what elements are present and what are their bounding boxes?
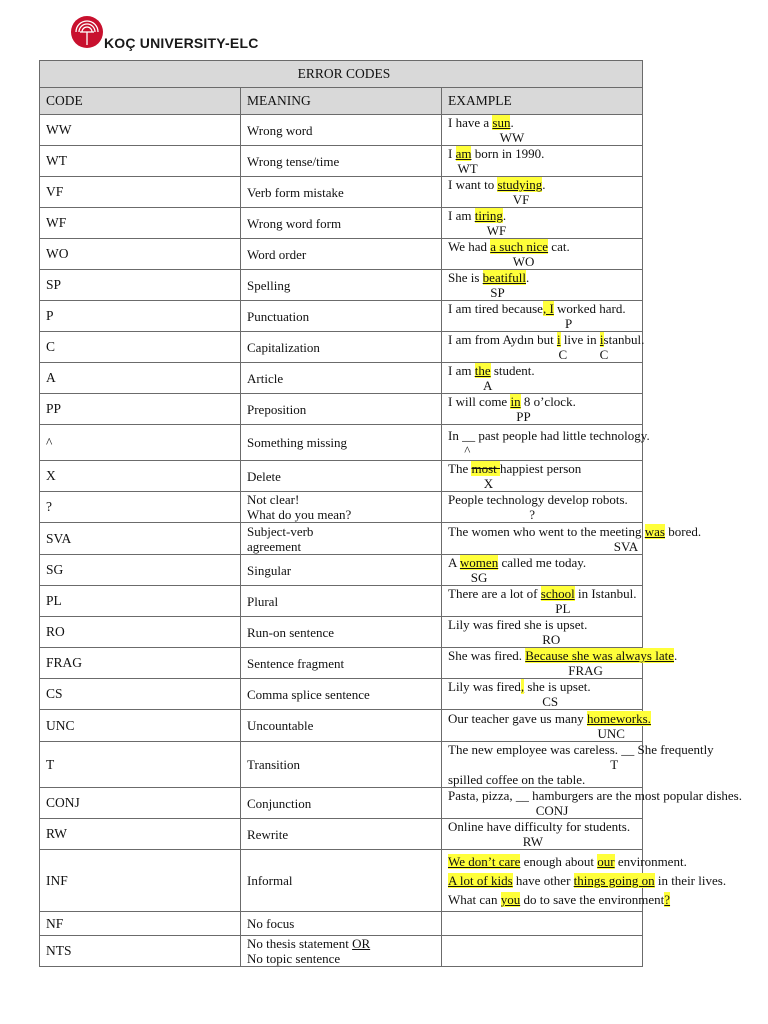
example-text: happiest person <box>500 461 582 476</box>
example-sentence <box>448 115 642 130</box>
meaning-text: Subject-verb <box>247 523 314 539</box>
table-row <box>40 492 643 523</box>
code-cell: NTS <box>40 936 241 967</box>
code-cell: C <box>40 332 241 363</box>
example-sentence <box>448 461 642 476</box>
example-sentence <box>448 617 642 632</box>
code-cell: RW <box>40 819 241 850</box>
example-sentence <box>448 177 642 192</box>
meaning-cell <box>241 912 442 936</box>
example-sentence <box>448 555 642 570</box>
error-highlight: school <box>540 586 575 601</box>
error-highlight: We don’t care <box>448 854 521 869</box>
error-highlight: our <box>597 854 615 869</box>
example-cell <box>442 586 643 617</box>
example-text: enough about <box>520 854 598 869</box>
code-cell: CS <box>40 679 241 710</box>
example-text: Lily was fired she is upset. <box>448 617 588 632</box>
error-code-mark: SP <box>448 285 505 300</box>
example-text: 8 o’clock. <box>520 394 576 409</box>
example-cell <box>442 648 678 679</box>
table-row <box>40 819 643 850</box>
table-row <box>40 648 643 679</box>
meaning-cell <box>241 146 442 177</box>
code-cell: T <box>40 742 241 788</box>
example-cell <box>442 850 727 912</box>
code-cell: PP <box>40 394 241 425</box>
table-row <box>40 461 643 492</box>
error-code-mark: ^ <box>448 442 471 458</box>
meaning-cell <box>241 208 442 239</box>
example-text: I will come <box>448 394 511 409</box>
example-text: The <box>448 461 472 476</box>
meaning-text: Spelling <box>247 277 291 293</box>
error-highlight: things going on <box>573 873 655 888</box>
table-row <box>40 332 643 363</box>
example-cell <box>442 492 643 523</box>
error-code-mark: ? <box>448 507 536 522</box>
example-cell <box>442 523 702 555</box>
table-row <box>40 363 643 394</box>
meaning-text: Rewrite <box>247 826 289 842</box>
meaning-cell <box>241 270 442 301</box>
example-text: The women who went to the meeting <box>448 523 645 539</box>
example-sentence <box>448 871 727 890</box>
example-text: born in 1990. <box>471 146 545 161</box>
logo-text: KOÇ UNIVERSITY-ELC <box>104 35 259 51</box>
example-sentence <box>448 788 742 803</box>
table-row <box>40 239 643 270</box>
example-text: What can <box>448 892 501 907</box>
error-code-mark: RO <box>448 632 561 647</box>
table-row <box>40 710 643 742</box>
table-title: ERROR CODES <box>40 61 643 88</box>
meaning-text: Not clear! <box>247 492 300 507</box>
meaning-text: Wrong word <box>247 122 313 138</box>
example-cell <box>442 555 643 586</box>
example-sentence <box>448 270 642 285</box>
table-row <box>40 742 643 788</box>
meaning-text: No focus <box>247 916 295 931</box>
example-text: . <box>502 208 507 223</box>
example-sentence <box>448 890 671 909</box>
example-sentence <box>448 852 687 871</box>
meaning-text: Comma splice sentence <box>247 686 370 702</box>
meaning-cell <box>241 461 442 492</box>
meaning-text: Singular <box>247 562 292 578</box>
error-highlight: ? <box>664 892 671 907</box>
example-text: do to save the environment <box>520 892 665 907</box>
code-cell: ^ <box>40 425 241 461</box>
error-strikethrough: most <box>471 461 501 476</box>
error-code-mark: PP <box>448 409 531 424</box>
table-row <box>40 146 643 177</box>
code-cell: A <box>40 363 241 394</box>
meaning-text: What do you mean? <box>247 507 352 522</box>
meaning-cell <box>241 492 442 523</box>
code-cell: WW <box>40 115 241 146</box>
code-cell: ? <box>40 492 241 523</box>
error-highlight: studying <box>497 177 543 192</box>
example-cell <box>442 301 643 332</box>
meaning-text: Article <box>247 370 284 386</box>
code-cell: INF <box>40 850 241 912</box>
table-row <box>40 586 643 617</box>
error-highlight: sun <box>492 115 511 130</box>
example-cell <box>442 819 643 850</box>
meaning-text: No thesis statement OR <box>247 936 371 951</box>
example-text: environment. <box>614 854 687 869</box>
example-text: cat. <box>548 239 570 254</box>
error-code-mark: A <box>448 378 493 393</box>
error-code-mark: C C <box>448 347 609 362</box>
meaning-cell <box>241 586 442 617</box>
example-sentence <box>448 679 642 694</box>
error-code-mark: FRAG <box>448 663 603 678</box>
meaning-text: Sentence fragment <box>247 655 345 671</box>
example-sentence <box>448 710 651 726</box>
example-sentence <box>448 363 642 378</box>
example-sentence <box>448 146 642 161</box>
meaning-cell <box>241 523 442 555</box>
error-code-mark: PL <box>448 601 571 616</box>
column-header-example: EXAMPLE <box>442 88 643 115</box>
example-cell <box>442 425 650 461</box>
example-text: worked hard. <box>553 301 626 316</box>
code-cell: VF <box>40 177 241 208</box>
example-cell <box>442 239 643 270</box>
example-text: I am tired because <box>448 301 543 316</box>
error-highlight: , I <box>542 301 554 316</box>
table-row <box>40 788 643 819</box>
meaning-cell <box>241 936 442 967</box>
example-cell <box>442 679 643 710</box>
meaning-text: agreement <box>247 538 302 554</box>
meaning-text: Preposition <box>247 401 307 417</box>
meaning-text: Transition <box>247 757 300 772</box>
code-cell: CONJ <box>40 788 241 819</box>
error-code-mark: WO <box>448 254 535 269</box>
example-cell <box>442 710 651 742</box>
example-text: I am from Aydın but <box>448 332 557 347</box>
table-row <box>40 177 643 208</box>
meaning-cell <box>241 679 442 710</box>
koc-university-logo <box>70 14 259 51</box>
error-codes-table <box>39 60 742 967</box>
example-cell <box>442 394 643 425</box>
example-text: A <box>448 555 460 570</box>
example-cell <box>442 912 643 936</box>
meaning-cell <box>241 648 442 679</box>
code-cell: P <box>40 301 241 332</box>
example-text: I want to <box>448 177 498 192</box>
error-highlight: am <box>455 146 472 161</box>
example-cell <box>442 936 643 967</box>
meaning-text: Delete <box>247 468 281 484</box>
example-text: I have a <box>448 115 493 130</box>
error-code-mark: WT <box>448 161 478 176</box>
meaning-cell <box>241 819 442 850</box>
example-text: bored. <box>664 523 702 539</box>
error-code-mark: CS <box>448 694 559 709</box>
error-code-mark: WW <box>448 130 525 145</box>
example-cell <box>442 146 643 177</box>
meaning-cell <box>241 115 442 146</box>
table-row <box>40 301 643 332</box>
code-cell: FRAG <box>40 648 241 679</box>
code-cell: SG <box>40 555 241 586</box>
example-text: called me today. <box>498 555 587 570</box>
error-code-mark: RW <box>448 834 543 849</box>
error-code-mark: VF <box>448 192 530 207</box>
table-row <box>40 115 643 146</box>
table-row <box>40 425 643 461</box>
meaning-cell <box>241 850 442 912</box>
example-text: I am <box>448 208 475 223</box>
table-row <box>40 394 643 425</box>
example-cell <box>442 363 643 394</box>
meaning-text: Uncountable <box>247 718 314 733</box>
example-text: stanbul. <box>603 332 645 347</box>
code-cell: UNC <box>40 710 241 742</box>
error-code-mark: CONJ <box>448 803 569 818</box>
meaning-text: Capitalization <box>247 339 320 355</box>
example-text: I <box>448 146 456 161</box>
meaning-cell <box>241 332 442 363</box>
table-row <box>40 617 643 648</box>
error-highlight: you <box>500 892 521 907</box>
error-highlight: tiring <box>474 208 503 223</box>
code-cell: PL <box>40 586 241 617</box>
example-text: Pasta, pizza, __ hamburgers are the most popular dishes. <box>448 788 742 803</box>
error-highlight: , <box>520 679 525 694</box>
error-code-mark: SVA <box>448 538 639 554</box>
example-text: live in <box>560 332 600 347</box>
table-row <box>40 555 643 586</box>
meaning-emphasis: OR <box>352 936 371 951</box>
example-text: in Istanbul. <box>574 586 637 601</box>
error-highlight: in <box>510 394 521 409</box>
code-cell: X <box>40 461 241 492</box>
koc-logo-icon <box>70 15 104 49</box>
example-text: in their lives. <box>654 873 727 888</box>
meaning-text: Something missing <box>247 435 348 450</box>
meaning-cell <box>241 177 442 208</box>
error-highlight: was <box>644 523 665 539</box>
error-code-mark: UNC <box>448 725 625 741</box>
error-code-mark: P <box>448 316 573 331</box>
error-highlight: A lot of kids <box>448 873 513 888</box>
code-cell: WF <box>40 208 241 239</box>
meaning-text: Plural <box>247 593 279 609</box>
example-text: Online have difficulty for students. <box>448 819 631 834</box>
column-header-code: CODE <box>40 88 241 115</box>
error-highlight: a such nice <box>490 239 549 254</box>
table-row <box>40 270 643 301</box>
example-text: she is upset. <box>524 679 591 694</box>
example-text: She is <box>448 270 483 285</box>
example-sentence <box>448 586 642 601</box>
example-sentence <box>448 742 714 757</box>
error-highlight: the <box>474 363 491 378</box>
meaning-text: Verb form mistake <box>247 184 344 200</box>
meaning-cell <box>241 425 442 461</box>
code-cell: NF <box>40 912 241 936</box>
error-code-mark: X <box>448 476 494 491</box>
example-cell <box>442 177 643 208</box>
code-cell: SVA <box>40 523 241 555</box>
example-text: We had <box>448 239 491 254</box>
code-cell: WO <box>40 239 241 270</box>
example-text: Lily was fired <box>448 679 521 694</box>
meaning-text: Word order <box>247 246 307 262</box>
meaning-cell <box>241 788 442 819</box>
code-cell: SP <box>40 270 241 301</box>
table-row <box>40 912 643 936</box>
example-sentence <box>448 648 678 663</box>
example-cell <box>442 115 643 146</box>
example-sentence <box>448 427 650 443</box>
example-cell <box>442 742 714 788</box>
table-row <box>40 679 643 710</box>
meaning-text: Conjunction <box>247 795 312 811</box>
meaning-cell <box>241 742 442 788</box>
example-cell <box>442 788 742 819</box>
example-sentence <box>448 208 642 223</box>
example-sentence <box>448 523 702 539</box>
example-sentence <box>448 301 642 316</box>
meaning-cell <box>241 617 442 648</box>
error-highlight: i <box>599 332 604 347</box>
example-text: . <box>510 115 514 130</box>
meaning-text: No topic sentence <box>247 951 341 966</box>
meaning-cell <box>241 363 442 394</box>
error-code-mark: SG <box>448 570 488 585</box>
example-cell <box>442 332 643 363</box>
error-code-mark: T <box>448 757 619 772</box>
example-text: . <box>542 177 546 192</box>
example-text: I am <box>448 363 475 378</box>
error-highlight: Because she was always late <box>525 648 674 663</box>
meaning-text: Wrong tense/time <box>247 153 340 169</box>
example-sentence <box>448 332 645 347</box>
meaning-cell <box>241 394 442 425</box>
table-row <box>40 850 643 912</box>
example-text: . <box>674 648 678 663</box>
column-header-meaning: MEANING <box>241 88 442 115</box>
table-body <box>40 115 742 967</box>
table-row <box>40 936 643 967</box>
example-sentence-continued: spilled coffee on the table. <box>448 772 586 787</box>
example-text: There are a lot of <box>448 586 541 601</box>
meaning-text: Run-on sentence <box>247 624 335 640</box>
example-text: student. <box>490 363 535 378</box>
meaning-text: Informal <box>247 873 293 888</box>
table-row <box>40 208 643 239</box>
example-text: In __ past people had little technology. <box>448 427 650 443</box>
table-row <box>40 523 643 555</box>
example-cell <box>442 461 643 492</box>
example-text: People technology develop robots. <box>448 492 628 507</box>
example-text: . <box>526 270 530 285</box>
example-sentence <box>448 492 642 507</box>
example-cell <box>442 617 643 648</box>
example-cell <box>442 208 643 239</box>
meaning-text: Punctuation <box>247 308 310 324</box>
meaning-cell <box>241 555 442 586</box>
code-cell: WT <box>40 146 241 177</box>
example-text: Our teacher gave us many <box>448 710 587 726</box>
example-sentence <box>448 394 642 409</box>
error-highlight: i <box>556 332 561 347</box>
error-highlight: homeworks. <box>586 710 651 726</box>
example-cell <box>442 270 643 301</box>
error-highlight: beatifull <box>482 270 526 285</box>
meaning-cell <box>241 239 442 270</box>
example-sentence <box>448 239 642 254</box>
example-text: have other <box>512 873 574 888</box>
code-cell: RO <box>40 617 241 648</box>
error-highlight: women <box>459 555 499 570</box>
meaning-cell <box>241 301 442 332</box>
meaning-cell <box>241 710 442 742</box>
example-text: The new employee was careless. __ She frequently <box>448 742 714 757</box>
error-code-mark: WF <box>448 223 507 238</box>
meaning-text: Wrong word form <box>247 215 342 231</box>
example-text: She was fired. <box>448 648 526 663</box>
example-sentence <box>448 819 642 834</box>
